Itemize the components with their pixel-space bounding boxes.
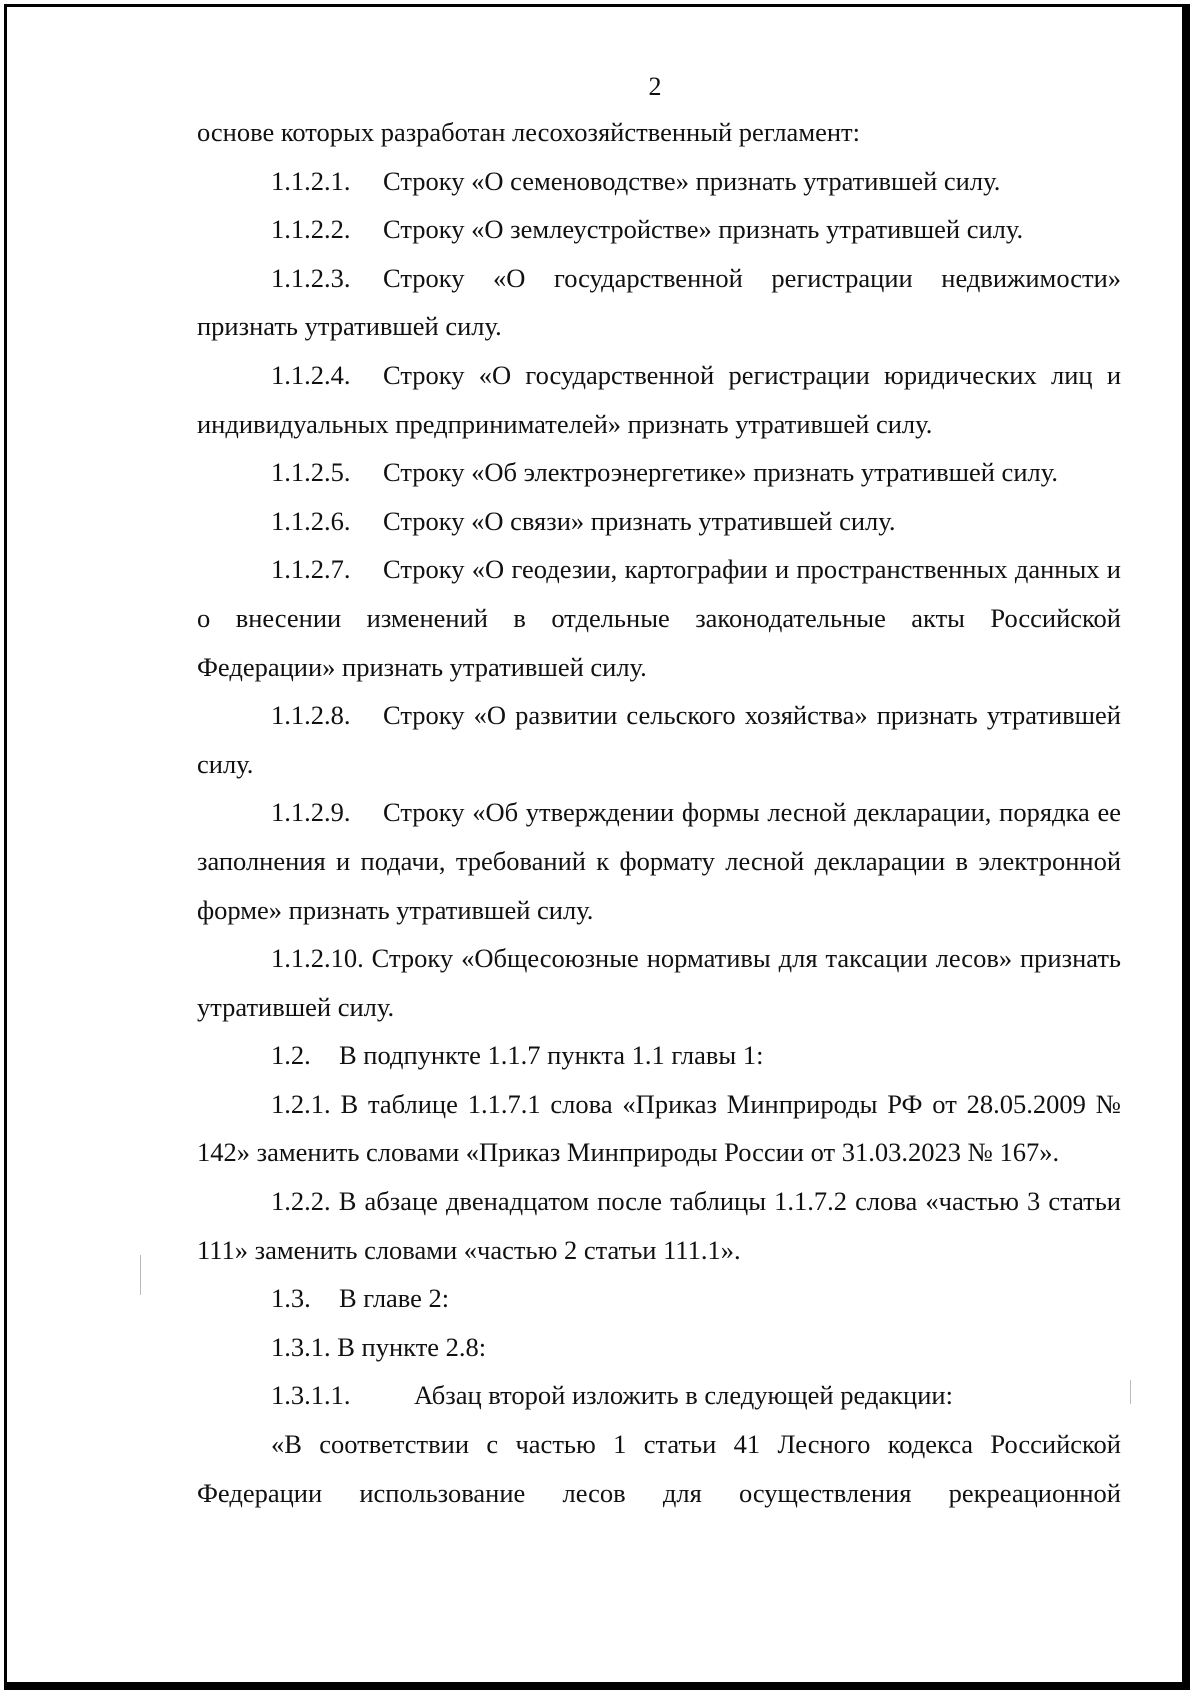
paragraph-number: 1.1.2.8. xyxy=(271,700,351,731)
paragraph-number: 1.1.2.3. xyxy=(271,262,351,293)
paragraph-1-1-2-9 xyxy=(197,788,1121,934)
paragraph-text: Абзац второй изложить в следующей редакции: xyxy=(414,1380,953,1411)
paragraph-continuation xyxy=(197,108,1121,157)
paragraph-text: В пункте 2.8: xyxy=(337,1331,487,1362)
paragraph-number: 1.1.2.4. xyxy=(271,359,351,390)
paragraph-1-1-2-1 xyxy=(197,157,1121,206)
paragraph-number: 1.2.2. xyxy=(271,1186,331,1217)
page-number: 2 xyxy=(648,72,662,101)
paragraph-quote xyxy=(197,1420,1121,1517)
paragraph-1-3 xyxy=(197,1274,1121,1323)
paragraph-1-1-2-5 xyxy=(197,448,1121,497)
paragraph-number: 1.3.1.1. xyxy=(271,1380,351,1411)
paragraph-text: Строку «О геодезии, картографии и пространственных данных и о внесении изменений в отдельные законодательные акты Российской Федерации» признать утратившей силу. xyxy=(197,554,1121,682)
paragraph-1-1-2-7 xyxy=(197,545,1121,691)
paragraph-1-1-2-4 xyxy=(197,351,1121,448)
paragraph-number: 1.2. xyxy=(271,1040,311,1071)
paragraph-1-1-2-10 xyxy=(197,934,1121,1031)
document-body xyxy=(197,108,1121,1517)
paragraph-text: Строку «Общесоюзные нормативы для таксации лесов» признать утратившей силу. xyxy=(197,943,1121,1022)
paragraph-number: 1.1.2.10. xyxy=(271,943,364,974)
paragraph-number: 1.1.2.5. xyxy=(271,457,351,488)
paragraph-1-1-2-8 xyxy=(197,691,1121,788)
paragraph-text: В таблице 1.1.7.1 слова «Приказ Минприроды РФ от 28.05.2009 № 142» заменить словами «Приказ Минприроды России от 31.03.2023 № 167». xyxy=(197,1088,1122,1168)
paragraph-number: 1.1.2.6. xyxy=(271,505,351,536)
paragraph-text: В главе 2: xyxy=(339,1283,450,1314)
paragraph-number: 1.2.1. xyxy=(271,1088,331,1119)
paragraph-1-1-2-3 xyxy=(197,254,1121,351)
paragraph-text: основе которых разработан лесохозяйственный регламент: xyxy=(197,117,860,147)
paragraph-text: Строку «Об утверждении формы лесной декларации, порядка ее заполнения и подачи, требований к формату лесной декларации в электронной форме» признать утратившей силу. xyxy=(197,797,1121,925)
paragraph-number: 1.3.1. xyxy=(271,1331,331,1362)
paragraph-1-3-1 xyxy=(197,1323,1121,1372)
paragraph-text: Строку «О развитии сельского хозяйства» признать утратившей силу. xyxy=(197,700,1121,779)
paragraph-number: 1.1.2.7. xyxy=(271,554,351,585)
paragraph-text: Строку «О землеустройстве» признать утратившей силу. xyxy=(383,214,1024,245)
paragraph-number: 1.1.2.1. xyxy=(271,165,351,196)
paragraph-number: 1.1.2.2. xyxy=(271,214,351,245)
paragraph-text: Строку «О связи» признать утратившей силу. xyxy=(383,505,896,536)
paragraph-text: В абзаце двенадцатом после таблицы 1.1.7.2 слова «частью 3 статьи 111» заменить словами «частью 2 статьи 111.1». xyxy=(197,1186,1121,1265)
paragraph-text: Строку «О семеноводстве» признать утратившей силу. xyxy=(383,165,1001,196)
scan-artifact-right xyxy=(1130,1380,1131,1404)
paragraph-1-2-1 xyxy=(197,1080,1121,1177)
paragraph-1-1-2-2 xyxy=(197,205,1121,254)
paragraph-1-2 xyxy=(197,1031,1121,1080)
paragraph-1-3-1-1 xyxy=(197,1371,1121,1420)
paragraph-text: В подпункте 1.1.7 пункта 1.1 главы 1: xyxy=(339,1040,764,1071)
paragraph-1-2-2 xyxy=(197,1177,1121,1274)
scan-artifact-left xyxy=(140,1255,141,1295)
paragraph-text: Строку «О государственной регистрации юридических лиц и индивидуальных предпринимателей» признать утратившей силу. xyxy=(197,359,1121,439)
paragraph-text: Строку «Об электроэнергетике» признать утратившей силу. xyxy=(383,457,1058,488)
paragraph-text: Строку «О государственной регистрации недвижимости» признать утратившей силу. xyxy=(197,262,1121,342)
paragraph-number: 1.1.2.9. xyxy=(271,797,351,828)
paragraph-1-1-2-6 xyxy=(197,497,1121,546)
paragraph-text: «В соответствии с частью 1 статьи 41 Лесного кодекса Российской Федерации использование лесов для осуществления рекреационной xyxy=(197,1429,1121,1508)
paragraph-number: 1.3. xyxy=(271,1283,311,1314)
